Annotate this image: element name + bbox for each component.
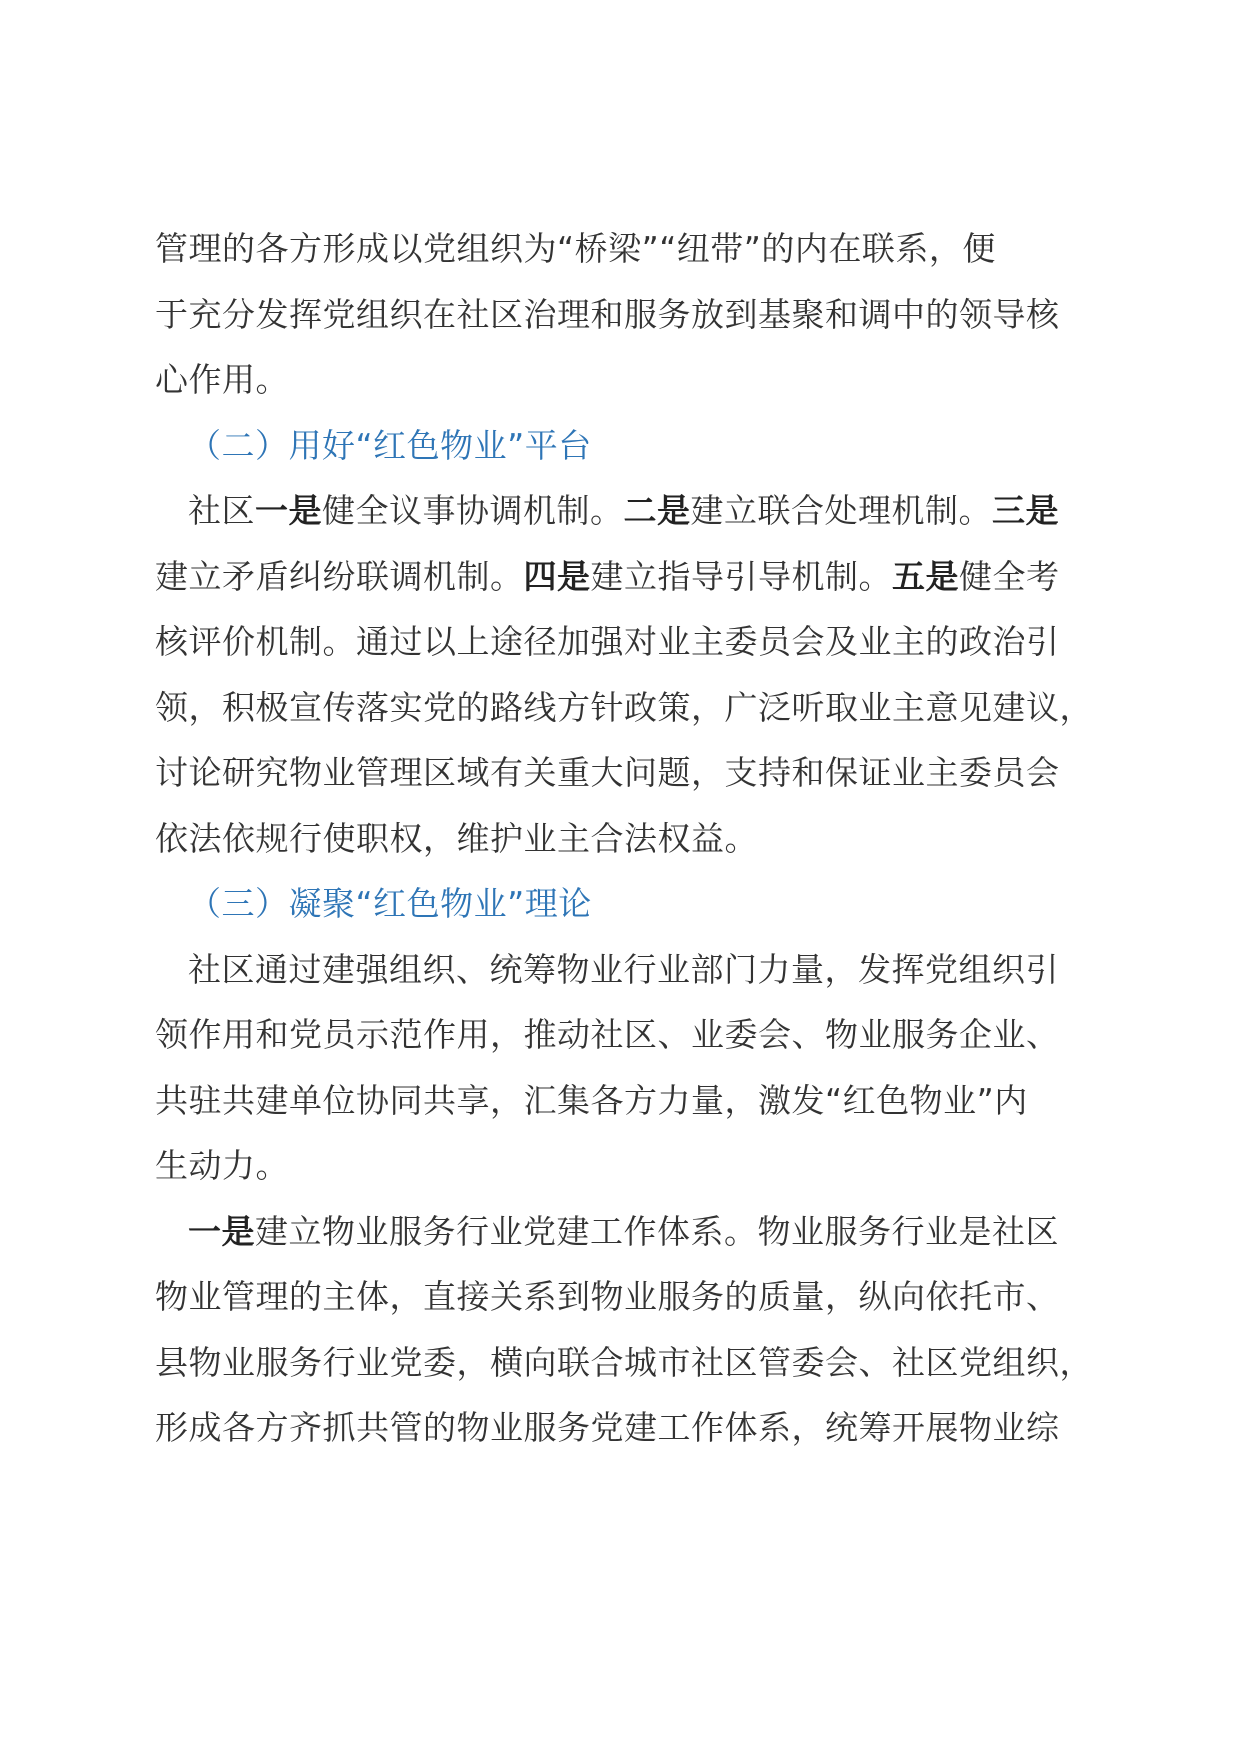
bold-run: 四是 xyxy=(523,556,591,596)
text-run: 建立物业服务行业党建工作体系。物业服务行业是社区 xyxy=(255,1211,1059,1251)
text-line: 依法依规行使职权，维护业主合法权益。 xyxy=(155,818,758,858)
paragraph-2 xyxy=(155,478,1095,871)
paragraph-4 xyxy=(155,1199,1095,1461)
text-run: 社区 xyxy=(188,491,255,530)
section-heading-2: （二）用好“红色物业”平台 xyxy=(188,425,592,465)
bold-run: 三是 xyxy=(992,491,1059,530)
text-line: 领，积极宣传落实党的路线方针政策，广泛听取业主意见建议， xyxy=(155,687,1093,727)
paragraph-1 xyxy=(155,216,1095,413)
text-line: 于充分发挥党组织在社区治理和服务放到基聚和调中的领导核 xyxy=(155,294,1060,334)
text-run: 建立指导引导机制。 xyxy=(590,556,892,596)
text-line: 县物业服务行业党委，横向联合城市社区管委会、社区党组织， xyxy=(155,1342,1093,1382)
text-run: 健全议事协调机制。 xyxy=(322,491,624,530)
text-run: 健全考 xyxy=(959,556,1060,596)
document-body xyxy=(155,216,1095,1461)
text-line xyxy=(155,1199,1095,1265)
bold-run: 五是 xyxy=(892,556,959,596)
bold-run: 一是 xyxy=(255,491,322,530)
text-line: 物业管理的主体，直接关系到物业服务的质量，纵向依托市、 xyxy=(155,1277,1060,1316)
bold-run: 一是 xyxy=(188,1211,255,1251)
text-run: 建立矛盾纠纷联调机制。 xyxy=(155,556,524,596)
bold-run: 二是 xyxy=(623,491,691,530)
section-heading-3: （三）凝聚“红色物业”理论 xyxy=(188,884,592,923)
text-line: 形成各方齐抓共管的物业服务党建工作体系，统筹开展物业综 xyxy=(155,1408,1060,1447)
text-line: 社区通过建强组织、统筹物业行业部门力量，发挥党组织引 xyxy=(188,949,1059,989)
text-line: 管理的各方形成以党组织为“桥梁”“纽带”的内在联系，便 xyxy=(155,229,996,268)
text-line: 心作用。 xyxy=(155,360,289,399)
text-line: 核评价机制。通过以上途径加强对业主委员会及业主的政治引 xyxy=(155,622,1060,661)
text-run: 建立联合处理机制。 xyxy=(690,491,992,530)
text-line: 讨论研究物业管理区域有关重大问题，支持和保证业主委员会 xyxy=(155,753,1060,792)
text-line xyxy=(155,478,1095,544)
paragraph-3 xyxy=(155,937,1095,1199)
text-line: 领作用和党员示范作用，推动社区、业委会、物业服务企业、 xyxy=(155,1015,1060,1054)
text-line: 共驻共建单位协同共享，汇集各方力量，激发“红色物业”内 xyxy=(155,1080,1028,1120)
text-line xyxy=(155,544,1095,610)
text-line: 生动力。 xyxy=(155,1146,289,1185)
